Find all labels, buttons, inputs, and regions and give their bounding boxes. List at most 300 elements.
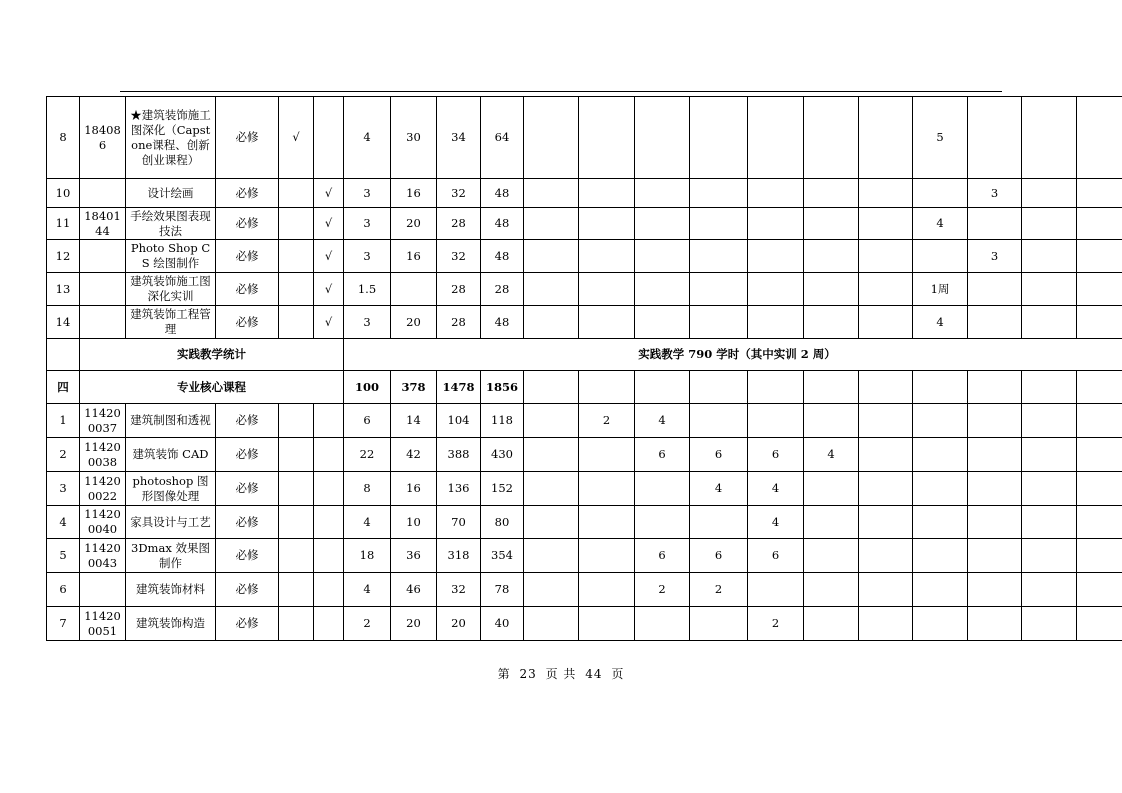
assessment-mark: √ [314, 179, 344, 208]
course-code [80, 306, 126, 339]
course-row [47, 208, 1122, 240]
semester-hours [804, 97, 859, 179]
semester-hours [913, 179, 968, 208]
exam-mark [279, 404, 314, 438]
semester-hours [690, 208, 748, 240]
semester-hours [748, 273, 804, 306]
credit: 3 [344, 240, 391, 273]
semester-hours [968, 573, 1022, 607]
semester-hours [804, 404, 859, 438]
section-total-hours: 1856 [481, 371, 524, 404]
footer-total-pages: 44 [585, 667, 603, 681]
credit: 3 [344, 179, 391, 208]
semester-hours: 2 [579, 404, 635, 438]
row-number: 3 [47, 472, 80, 506]
total-hours: 152 [481, 472, 524, 506]
course-code: 114200038 [80, 438, 126, 472]
semester-hours: 4 [635, 404, 690, 438]
section-number: 四 [47, 371, 80, 404]
assessment-mark: √ [314, 208, 344, 240]
semester-hours [524, 208, 579, 240]
semester-hours: 6 [748, 539, 804, 573]
course-name: 建筑装饰工程管理 [126, 306, 216, 339]
total-hours: 118 [481, 404, 524, 438]
row-number: 14 [47, 306, 80, 339]
semester-hours [859, 306, 913, 339]
total-hours: 80 [481, 506, 524, 539]
empty-cell [1077, 240, 1122, 273]
theory-hours: 16 [391, 179, 437, 208]
semester-hours [690, 404, 748, 438]
semester-hours [635, 607, 690, 641]
semester-hours [579, 573, 635, 607]
course-name: 建筑装饰构造 [126, 607, 216, 641]
course-code [80, 273, 126, 306]
semester-hours [804, 179, 859, 208]
semester-hours [524, 539, 579, 573]
course-name: Photo Shop CS 绘图制作 [126, 240, 216, 273]
exam-mark [279, 306, 314, 339]
semester-hours [859, 607, 913, 641]
semester-hours [579, 472, 635, 506]
semester-hours [968, 472, 1022, 506]
exam-mark: √ [279, 97, 314, 179]
theory-hours: 46 [391, 573, 437, 607]
course-type: 必修 [216, 607, 279, 641]
course-row [47, 404, 1122, 438]
semester-hours [859, 472, 913, 506]
semester-hours [968, 404, 1022, 438]
empty-cell [1077, 179, 1122, 208]
total-hours: 78 [481, 573, 524, 607]
assessment-mark [314, 97, 344, 179]
semester-hours: 6 [635, 539, 690, 573]
course-code: 114200051 [80, 607, 126, 641]
semester-hours [1022, 273, 1077, 306]
semester-hours [524, 607, 579, 641]
practice-stats-label: 实践教学统计 [80, 339, 344, 371]
semester-hours [804, 607, 859, 641]
course-row [47, 506, 1122, 539]
semester-hours [635, 506, 690, 539]
semester-hours [804, 506, 859, 539]
course-name: 建筑装饰材料 [126, 573, 216, 607]
semester-hours [804, 240, 859, 273]
course-row [47, 438, 1122, 472]
semester-hours: 2 [748, 607, 804, 641]
row-number: 8 [47, 97, 80, 179]
course-name: 建筑制图和透视 [126, 404, 216, 438]
course-row [47, 607, 1122, 641]
semester-hours [690, 179, 748, 208]
course-row [47, 472, 1122, 506]
semester-hours [913, 506, 968, 539]
empty-cell [1077, 607, 1122, 641]
theory-hours: 30 [391, 97, 437, 179]
semester-hours: 4 [690, 472, 748, 506]
semester-hours [748, 179, 804, 208]
footer-page-number: 23 [519, 667, 537, 681]
semester-hours [859, 573, 913, 607]
course-row [47, 573, 1122, 607]
semester-hours: 4 [748, 506, 804, 539]
semester-hours [1022, 306, 1077, 339]
exam-mark [279, 573, 314, 607]
semester-hours [859, 506, 913, 539]
course-row [47, 273, 1122, 306]
assessment-mark [314, 506, 344, 539]
course-type: 必修 [216, 179, 279, 208]
semester-hours: 1周 [913, 273, 968, 306]
semester-hours [690, 506, 748, 539]
page-footer [0, 665, 1122, 682]
semester-hours: 3 [968, 179, 1022, 208]
semester-hours [635, 208, 690, 240]
core-course-rows [47, 404, 1122, 641]
practice-course-rows [47, 97, 1122, 339]
semester-hours [579, 438, 635, 472]
row-number: 1 [47, 404, 80, 438]
header-rule [120, 91, 1002, 92]
semester-hours [859, 404, 913, 438]
practice-hours: 20 [437, 607, 481, 641]
semester-hours [579, 539, 635, 573]
semester-hours [913, 607, 968, 641]
course-row [47, 539, 1122, 573]
semester-hours [635, 97, 690, 179]
semester-hours [1022, 179, 1077, 208]
semester-hours: 3 [968, 240, 1022, 273]
course-code: 1840144 [80, 208, 126, 240]
semester-hours [913, 539, 968, 573]
practice-hours: 28 [437, 306, 481, 339]
semester-hours [859, 97, 913, 179]
semester-hours [524, 506, 579, 539]
semester-hours [913, 438, 968, 472]
credit: 3 [344, 306, 391, 339]
semester-hours [1022, 573, 1077, 607]
semester-hours [748, 208, 804, 240]
practice-hours: 34 [437, 97, 481, 179]
total-hours: 48 [481, 240, 524, 273]
semester-hours [579, 506, 635, 539]
assessment-mark: √ [314, 306, 344, 339]
semester-hours [579, 273, 635, 306]
semester-hours [968, 306, 1022, 339]
semester-hours: 4 [913, 208, 968, 240]
course-type: 必修 [216, 472, 279, 506]
course-name: 手绘效果图表现技法 [126, 208, 216, 240]
exam-mark [279, 273, 314, 306]
theory-hours: 20 [391, 306, 437, 339]
row-number: 11 [47, 208, 80, 240]
row-number: 10 [47, 179, 80, 208]
semester-hours [524, 179, 579, 208]
credit: 6 [344, 404, 391, 438]
footer-mid: 页 共 [545, 667, 577, 681]
course-row [47, 97, 1122, 179]
course-type: 必修 [216, 573, 279, 607]
semester-hours [1022, 472, 1077, 506]
assessment-mark [314, 607, 344, 641]
semester-hours [524, 573, 579, 607]
empty-cell [1077, 472, 1122, 506]
semester-hours [968, 97, 1022, 179]
semester-hours [635, 472, 690, 506]
assessment-mark: √ [314, 240, 344, 273]
credit: 1.5 [344, 273, 391, 306]
course-row [47, 306, 1122, 339]
semester-hours [968, 438, 1022, 472]
practice-hours: 28 [437, 273, 481, 306]
row-number: 6 [47, 573, 80, 607]
total-hours: 48 [481, 306, 524, 339]
theory-hours: 20 [391, 208, 437, 240]
semester-hours [859, 539, 913, 573]
assessment-mark [314, 404, 344, 438]
semester-hours [635, 273, 690, 306]
semester-hours [690, 607, 748, 641]
empty-cell [1077, 539, 1122, 573]
practice-hours: 388 [437, 438, 481, 472]
semester-hours [579, 208, 635, 240]
credit: 8 [344, 472, 391, 506]
semester-hours [524, 273, 579, 306]
exam-mark [279, 539, 314, 573]
semester-hours [635, 306, 690, 339]
total-hours: 40 [481, 607, 524, 641]
practice-hours: 28 [437, 208, 481, 240]
semester-hours [690, 306, 748, 339]
course-name: 设计绘画 [126, 179, 216, 208]
practice-hours: 32 [437, 573, 481, 607]
total-hours: 48 [481, 179, 524, 208]
exam-mark [279, 607, 314, 641]
semester-hours [804, 539, 859, 573]
semester-hours [1022, 208, 1077, 240]
theory-hours: 36 [391, 539, 437, 573]
semester-hours [859, 179, 913, 208]
exam-mark [279, 506, 314, 539]
credit: 18 [344, 539, 391, 573]
course-code: 114200043 [80, 539, 126, 573]
row-number: 5 [47, 539, 80, 573]
total-hours: 430 [481, 438, 524, 472]
row-number: 12 [47, 240, 80, 273]
practice-hours: 70 [437, 506, 481, 539]
theory-hours [391, 273, 437, 306]
section-title: 专业核心课程 [80, 371, 344, 404]
footer-suffix: 页 [611, 667, 625, 681]
semester-hours: 4 [748, 472, 804, 506]
empty-cell [1077, 438, 1122, 472]
exam-mark [279, 240, 314, 273]
section-header-row [47, 371, 1122, 404]
semester-hours [804, 306, 859, 339]
course-type: 必修 [216, 240, 279, 273]
total-hours: 28 [481, 273, 524, 306]
total-hours: 354 [481, 539, 524, 573]
practice-stats-section [47, 339, 1122, 404]
row-number: 4 [47, 506, 80, 539]
assessment-mark [314, 472, 344, 506]
theory-hours: 20 [391, 607, 437, 641]
course-code: 114200037 [80, 404, 126, 438]
empty-cell [1077, 97, 1122, 179]
semester-hours [579, 306, 635, 339]
semester-hours [859, 273, 913, 306]
semester-hours [859, 438, 913, 472]
course-code [80, 179, 126, 208]
semester-hours [690, 97, 748, 179]
course-type: 必修 [216, 438, 279, 472]
theory-hours: 10 [391, 506, 437, 539]
theory-hours: 42 [391, 438, 437, 472]
semester-hours [913, 404, 968, 438]
exam-mark [279, 208, 314, 240]
credit: 4 [344, 506, 391, 539]
semester-hours [859, 208, 913, 240]
semester-hours [524, 404, 579, 438]
practice-hours: 32 [437, 240, 481, 273]
assessment-mark [314, 438, 344, 472]
practice-hours: 136 [437, 472, 481, 506]
footer-prefix: 第 [497, 667, 511, 681]
course-type: 必修 [216, 539, 279, 573]
section-credit: 100 [344, 371, 391, 404]
course-name: 家具设计与工艺 [126, 506, 216, 539]
credit: 4 [344, 573, 391, 607]
semester-hours: 6 [748, 438, 804, 472]
theory-hours: 16 [391, 472, 437, 506]
empty-cell [1077, 208, 1122, 240]
semester-hours [804, 573, 859, 607]
curriculum-table [46, 96, 1122, 641]
semester-hours [804, 472, 859, 506]
total-hours: 64 [481, 97, 524, 179]
semester-hours: 4 [913, 306, 968, 339]
semester-hours [579, 240, 635, 273]
semester-hours [579, 97, 635, 179]
course-row [47, 240, 1122, 273]
row-number: 2 [47, 438, 80, 472]
course-type: 必修 [216, 208, 279, 240]
empty-cell [1077, 573, 1122, 607]
semester-hours [524, 306, 579, 339]
semester-hours [748, 573, 804, 607]
semester-hours [1022, 438, 1077, 472]
course-type: 必修 [216, 404, 279, 438]
theory-hours: 14 [391, 404, 437, 438]
course-row [47, 179, 1122, 208]
exam-mark [279, 472, 314, 506]
practice-hours: 32 [437, 179, 481, 208]
semester-hours [690, 273, 748, 306]
semester-hours [524, 438, 579, 472]
empty-cell [47, 339, 80, 371]
credit: 22 [344, 438, 391, 472]
credit: 4 [344, 97, 391, 179]
course-code: 114200022 [80, 472, 126, 506]
course-name: 3Dmax 效果图制作 [126, 539, 216, 573]
semester-hours: 2 [690, 573, 748, 607]
semester-hours [524, 97, 579, 179]
semester-hours [968, 607, 1022, 641]
semester-hours [748, 404, 804, 438]
semester-hours [968, 208, 1022, 240]
semester-hours [1022, 404, 1077, 438]
semester-hours [1022, 539, 1077, 573]
course-type: 必修 [216, 306, 279, 339]
course-type: 必修 [216, 506, 279, 539]
assessment-mark: √ [314, 273, 344, 306]
empty-cell [1077, 273, 1122, 306]
semester-hours [524, 472, 579, 506]
course-code: 114200040 [80, 506, 126, 539]
credit: 2 [344, 607, 391, 641]
semester-hours [635, 240, 690, 273]
course-name: photoshop 图形图像处理 [126, 472, 216, 506]
course-name: 建筑装饰施工图深化实训 [126, 273, 216, 306]
practice-stats-row [47, 339, 1122, 371]
exam-mark [279, 179, 314, 208]
semester-hours [748, 240, 804, 273]
semester-hours [579, 179, 635, 208]
semester-hours [690, 240, 748, 273]
semester-hours [748, 306, 804, 339]
row-number: 13 [47, 273, 80, 306]
semester-hours [859, 240, 913, 273]
semester-hours: 2 [635, 573, 690, 607]
semester-hours [968, 273, 1022, 306]
section-practice-hours: 1478 [437, 371, 481, 404]
semester-hours [804, 273, 859, 306]
semester-hours: 6 [690, 539, 748, 573]
credit: 3 [344, 208, 391, 240]
practice-hours: 318 [437, 539, 481, 573]
semester-hours: 4 [804, 438, 859, 472]
semester-hours [968, 506, 1022, 539]
theory-hours: 16 [391, 240, 437, 273]
course-code [80, 573, 126, 607]
semester-hours [913, 573, 968, 607]
semester-hours [635, 179, 690, 208]
semester-hours [524, 240, 579, 273]
semester-hours [1022, 607, 1077, 641]
course-name: 建筑装饰 CAD [126, 438, 216, 472]
course-code: 184086 [80, 97, 126, 179]
semester-hours [1022, 240, 1077, 273]
semester-hours [913, 240, 968, 273]
semester-hours [968, 539, 1022, 573]
semester-hours: 6 [690, 438, 748, 472]
semester-hours: 6 [635, 438, 690, 472]
semester-hours [1022, 506, 1077, 539]
course-type: 必修 [216, 273, 279, 306]
course-type: 必修 [216, 97, 279, 179]
row-number: 7 [47, 607, 80, 641]
assessment-mark [314, 539, 344, 573]
empty-cell [1077, 506, 1122, 539]
semester-hours [913, 472, 968, 506]
practice-hours: 104 [437, 404, 481, 438]
semester-hours [1022, 97, 1077, 179]
semester-hours [579, 607, 635, 641]
semester-hours: 5 [913, 97, 968, 179]
section-theory-hours: 378 [391, 371, 437, 404]
assessment-mark [314, 573, 344, 607]
course-name: ★建筑装饰施工图深化（Capstone课程、创新创业课程） [126, 97, 216, 179]
